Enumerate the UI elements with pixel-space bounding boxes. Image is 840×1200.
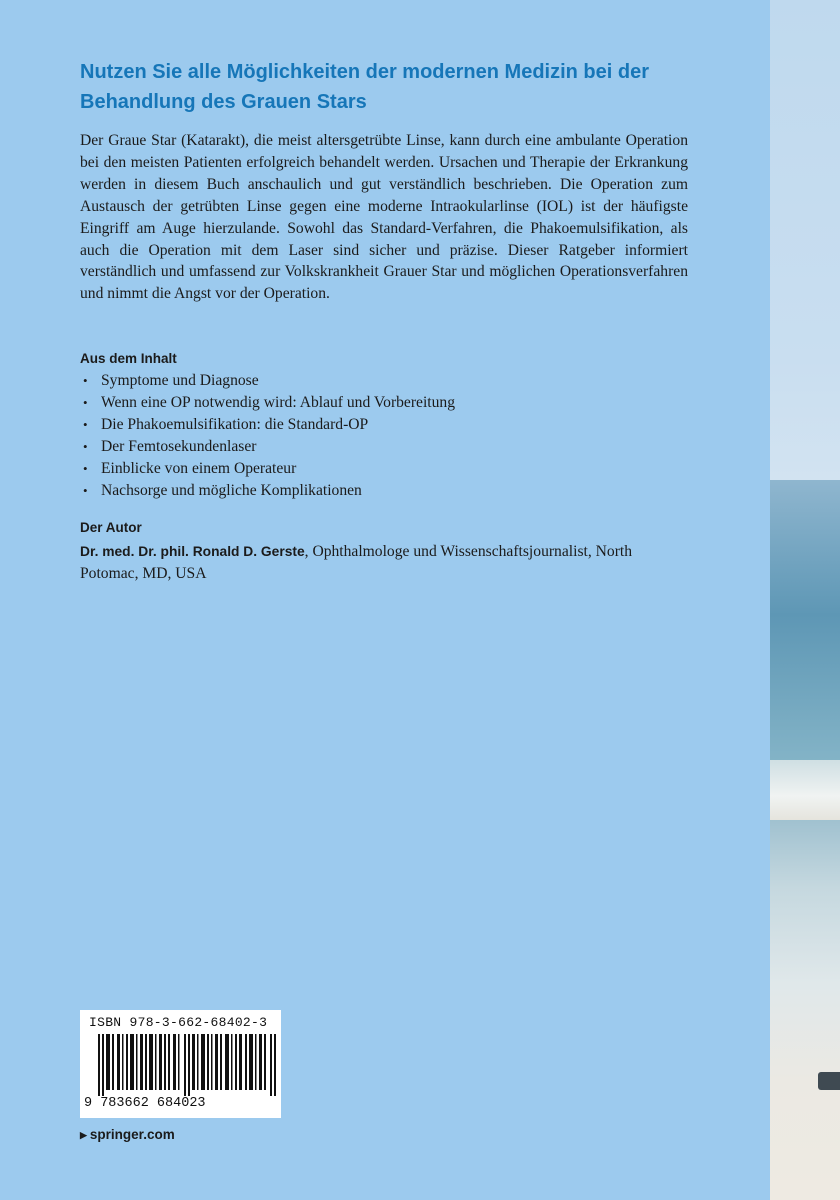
author-bio xyxy=(80,541,692,585)
headline: Nutzen Sie alle Möglichkeiten der modernen Medizin bei der Behandlung des Grauen Stars xyxy=(80,61,649,113)
list-item: • Symptome und Diagnose xyxy=(80,370,680,392)
author-heading: Der Autor xyxy=(80,520,142,535)
author-name: Dr. med. Dr. phil. Ronald D. Gerste xyxy=(80,544,305,559)
beach-object-image xyxy=(818,1072,840,1090)
sea-image xyxy=(770,480,840,780)
list-item: • Der Femtosekundenlaser xyxy=(80,436,680,458)
list-item: • Wenn eine OP notwendig wird: Ablauf und Vorbereitung xyxy=(80,392,680,414)
list-item: • Die Phakoemulsifikation: die Standard-OP xyxy=(80,414,680,436)
bullet-icon: • xyxy=(83,461,88,476)
surf-image xyxy=(770,760,840,820)
arrow-right-icon: ▶ xyxy=(80,1130,87,1140)
list-item: • Einblicke von einem Operateur xyxy=(80,458,680,480)
publisher-url: springer.com xyxy=(89,1127,175,1142)
barcode-digits: 9 783662 684023 xyxy=(84,1096,206,1111)
bullet-icon: • xyxy=(83,439,88,454)
bullet-icon: • xyxy=(83,373,88,388)
bullet-icon: • xyxy=(83,417,88,432)
bullet-icon: • xyxy=(83,483,88,498)
intro-paragraph: Der Graue Star (Katarakt), die meist altersgetrübte Linse, kann durch eine ambulante Operation bei den meisten Patienten erfolgreich behandelt werden. Ursachen und Therapie der Erkrankung werden in diesem Buch anschaulich und gut verständlich beschrieben. Die Operation zum Austausch der getrübten Linse gegen eine moderne Intraokularlinse (IOL) ist der häufigste Eingriff am Auge hierzulande. Sowohl das Standard-Verfahren, die Phakoemulsifikation, als auch die Operation mit dem Laser sind sicher und präzise. Dieser Ratgeber informiert verständlich und umfassend zur Volkskrankheit Grauer Star und möglichen Operationsverfahren und nimmt die Angst vor der Operation. xyxy=(80,132,688,303)
author-description: , Ophthalmologe und Wissenschaftsjournalist, North Potomac, MD, USA xyxy=(80,543,633,582)
publisher-link[interactable] xyxy=(80,1127,175,1142)
barcode-icon xyxy=(98,1034,276,1096)
cover-photo-strip xyxy=(770,0,840,1200)
contents-list xyxy=(80,370,680,502)
bullet-icon: • xyxy=(83,395,88,410)
isbn-label: ISBN 978-3-662-68402-3 xyxy=(89,1015,268,1030)
contents-heading: Aus dem Inhalt xyxy=(80,351,177,366)
list-item: • Nachsorge und mögliche Komplikationen xyxy=(80,480,680,502)
isbn-barcode-box xyxy=(80,1010,281,1118)
